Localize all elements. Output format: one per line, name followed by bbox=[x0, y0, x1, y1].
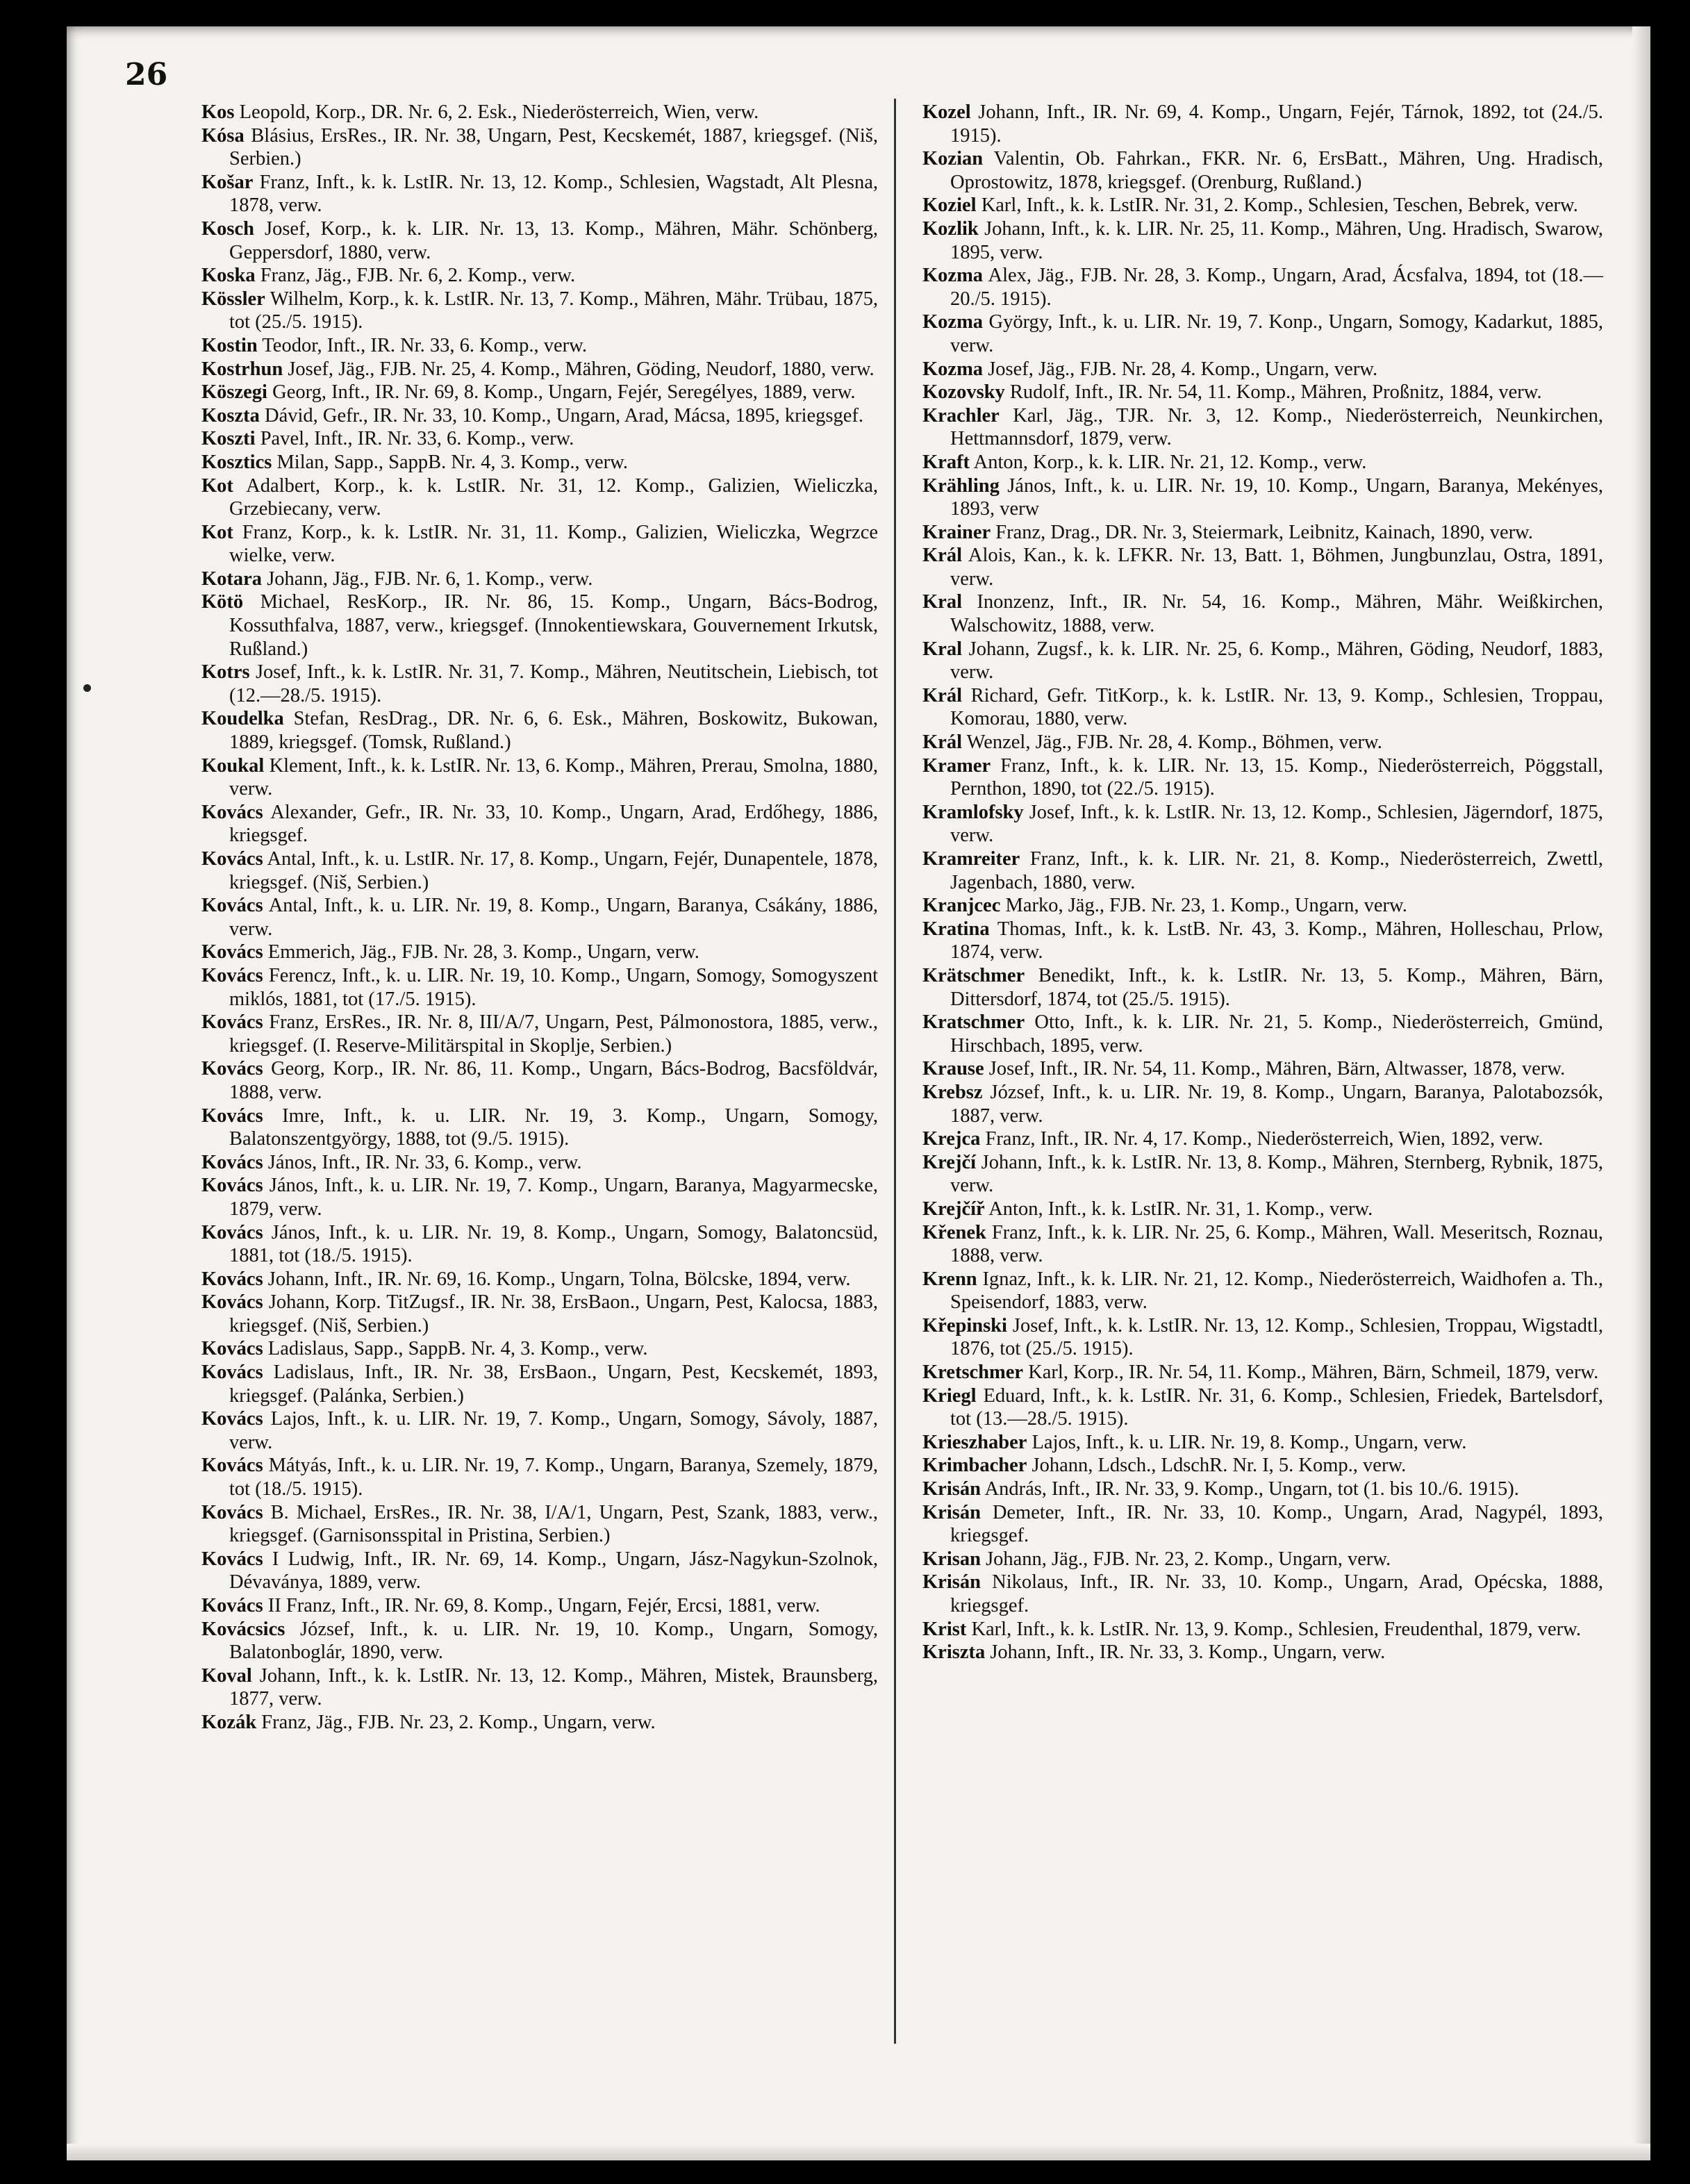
entry-details: Karl, Jäg., TJR. Nr. 3, 12. Komp., Niederösterreich, Neunkirchen, Hettmannsdorf, 1879, verw. bbox=[950, 404, 1603, 450]
entry-details: Thomas, Inft., k. k. LstB. Nr. 43, 3. Komp., Mähren, Holleschau, Prlow, 1874, verw. bbox=[950, 918, 1603, 963]
entry-details: Alexander, Gefr., IR. Nr. 33, 10. Komp., Ungarn, Arad, Erdőhegy, 1886, kriegsgef. bbox=[229, 801, 878, 847]
register-entry bbox=[922, 1268, 1603, 1314]
entry-surname: Kozovsky bbox=[922, 381, 1005, 404]
entry-details: Blásius, ErsRes., IR. Nr. 38, Ungarn, Pest, Kecskemét, 1887, kriegsgef. (Niš, Serbien.) bbox=[229, 124, 878, 170]
entry-surname: Kriegl bbox=[922, 1384, 977, 1407]
register-entry bbox=[922, 1571, 1603, 1617]
entry-details: Johann, Inft., k. k. LstIR. Nr. 13, 8. Komp., Mähren, Sternberg, Rybnik, 1875, verw. bbox=[950, 1151, 1603, 1197]
entry-surname: Kos bbox=[201, 101, 235, 123]
entry-details: Johann, Inft., k. k. LIR. Nr. 25, 11. Komp., Mähren, Ung. Hradisch, Swarow, 1895, verw. bbox=[950, 217, 1603, 263]
entry-surname: Krisán bbox=[922, 1571, 981, 1594]
register-entry bbox=[201, 894, 878, 941]
page-bottom-shadow bbox=[67, 2144, 1650, 2160]
entry-surname: Krainer bbox=[922, 521, 991, 543]
entry-surname: Kovács bbox=[201, 1408, 263, 1430]
entry-details: Johann, Ldsch., LdschR. Nr. I, 5. Komp., verw. bbox=[1027, 1455, 1407, 1477]
entry-details: Franz, ErsRes., IR. Nr. 8, III/A/7, Ungarn, Pest, Pálmonostora, 1885, verw., kriegsgef. (I. Reserve-Militärspital in Skoplje, Serbien.) bbox=[229, 1011, 878, 1057]
entry-surname: Kramer bbox=[922, 754, 991, 777]
entry-surname: Kosztics bbox=[201, 451, 272, 473]
entry-details: János, Inft., k. u. LIR. Nr. 19, 10. Komp., Ungarn, Baranya, Mekényes, 1893, verw bbox=[950, 474, 1603, 520]
entry-details: Josef, Korp., k. k. LIR. Nr. 13, 13. Komp., Mähren, Mähr. Schönberg, Geppersdorf, 1880, verw. bbox=[229, 217, 878, 263]
entry-surname: Kral bbox=[922, 638, 962, 660]
entry-surname: Kranjcec bbox=[922, 895, 1001, 917]
entry-surname: Král bbox=[922, 545, 962, 567]
register-entry bbox=[201, 847, 878, 894]
entry-details: Rudolf, Inft., IR. Nr. 54, 11. Komp., Mähren, Proßnitz, 1884, verw. bbox=[1004, 381, 1542, 404]
entry-surname: Kovács bbox=[201, 1548, 263, 1570]
entry-details: Franz, Korp., k. k. LstIR. Nr. 31, 11. Komp., Galizien, Wieliczka, Wegrzce wielke, verw. bbox=[229, 521, 878, 567]
register-entry bbox=[922, 1431, 1603, 1455]
entry-surname: Kovács bbox=[201, 941, 263, 963]
entry-surname: Kot bbox=[201, 521, 233, 543]
entry-surname: Krisán bbox=[922, 1501, 981, 1523]
entry-details: Josef, Inft., k. k. LstIR. Nr. 13, 12. Komp., Schlesien, Jägerndorf, 1875, verw. bbox=[950, 801, 1603, 847]
register-entry bbox=[922, 521, 1603, 545]
entry-surname: Kratschmer bbox=[922, 1011, 1025, 1034]
entry-surname: Kósa bbox=[201, 124, 245, 147]
entry-details: II Franz, Inft., IR. Nr. 69, 8. Komp., Ungarn, Fejér, Ercsi, 1881, verw. bbox=[263, 1595, 820, 1616]
register-entry bbox=[201, 1711, 878, 1735]
entry-surname: Kozian bbox=[922, 148, 984, 170]
entry-surname: Kozel bbox=[922, 101, 971, 123]
entry-details: Benedikt, Inft., k. k. LstIR. Nr. 13, 5. Komp., Mähren, Bärn, Dittersdorf, 1874, tot (25./5. 1915). bbox=[950, 964, 1603, 1010]
register-entry bbox=[922, 847, 1603, 894]
register-entry bbox=[922, 1081, 1603, 1127]
entry-surname: Krejčíř bbox=[922, 1198, 985, 1220]
register-entry bbox=[922, 1501, 1603, 1548]
entry-surname: Kovács bbox=[201, 1175, 263, 1197]
register-entry bbox=[201, 171, 878, 217]
register-entry bbox=[922, 1151, 1603, 1198]
entry-details: Wenzel, Jäg., FJB. Nr. 28, 4. Komp., Böhmen, verw. bbox=[962, 731, 1382, 754]
entry-details: Josef, Inft., k. k. LstIR. Nr. 13, 12. Komp., Schlesien, Troppau, Wigstadtl, 1876, tot (25./5. 1915). bbox=[950, 1314, 1603, 1360]
register-entry bbox=[922, 194, 1603, 217]
register-entry bbox=[922, 1314, 1603, 1361]
entry-surname: Krenn bbox=[922, 1268, 977, 1290]
entry-surname: Kovács bbox=[201, 1595, 263, 1616]
entry-surname: Koszta bbox=[201, 404, 260, 427]
entry-surname: Kosch bbox=[201, 217, 255, 240]
entry-surname: Krimbacher bbox=[922, 1455, 1027, 1477]
register-entry bbox=[201, 1594, 878, 1618]
entry-surname: Kozma bbox=[922, 265, 984, 287]
entry-details: Milan, Sapp., SappB. Nr. 4, 3. Komp., verw. bbox=[272, 451, 629, 473]
register-entry bbox=[201, 801, 878, 847]
register-entry bbox=[922, 544, 1603, 590]
register-entry bbox=[922, 474, 1603, 521]
entry-surname: Kovács bbox=[201, 1151, 263, 1173]
entry-details: Johann, Inft., IR. Nr. 69, 4. Komp., Ungarn, Fejér, Tárnok, 1892, tot (24./5. 1915). bbox=[950, 101, 1603, 147]
entry-details: Ferencz, Inft., k. u. LIR. Nr. 19, 10. Komp., Ungarn, Somogy, Somogyszent miklós, 1881, tot (17./5. 1915). bbox=[229, 964, 878, 1010]
column-divider bbox=[894, 99, 896, 2044]
entry-details: Emmerich, Jäg., FJB. Nr. 28, 3. Komp., Ungarn, verw. bbox=[263, 941, 699, 963]
entry-details: Nikolaus, Inft., IR. Nr. 33, 10. Komp., Ungarn, Arad, Opécska, 1888, kriegsgef. bbox=[950, 1571, 1603, 1616]
entry-details: Anton, Korp., k. k. LIR. Nr. 21, 12. Komp., verw. bbox=[970, 451, 1367, 473]
register-entry bbox=[201, 474, 878, 521]
entry-surname: Kral bbox=[922, 591, 962, 613]
entry-surname: Kozma bbox=[922, 358, 984, 380]
entry-details: Karl, Korp., IR. Nr. 54, 11. Komp., Mähren, Bärn, Schmeil, 1879, verw. bbox=[1023, 1362, 1599, 1384]
entry-surname: Koudelka bbox=[201, 708, 284, 730]
entry-details: Mátyás, Inft., k. u. LIR. Nr. 19, 7. Komp., Ungarn, Baranya, Szemely, 1879, tot (18./5. 1915). bbox=[229, 1455, 878, 1500]
register-entry bbox=[201, 754, 878, 801]
register-entry bbox=[201, 1011, 878, 1057]
entry-surname: Kötö bbox=[201, 591, 244, 613]
register-entry bbox=[201, 288, 878, 334]
entry-surname: Kovács bbox=[201, 964, 263, 986]
entry-surname: Krähling bbox=[922, 474, 1000, 497]
entry-surname: Král bbox=[922, 684, 962, 706]
entry-details: Dávid, Gefr., IR. Nr. 33, 10. Komp., Ungarn, Arad, Mácsa, 1895, kriegsgef. bbox=[259, 404, 863, 427]
register-entry bbox=[922, 147, 1603, 194]
register-entry bbox=[922, 918, 1603, 964]
register-entry bbox=[201, 941, 878, 964]
entry-details: Richard, Gefr. TitKorp., k. k. LstIR. Nr. 13, 9. Komp., Schlesien, Troppau, Komorau, 1880, verw. bbox=[950, 684, 1603, 730]
register-entry bbox=[922, 404, 1603, 451]
register-entry bbox=[201, 1407, 878, 1454]
entry-details: Michael, ResKorp., IR. Nr. 86, 15. Komp., Ungarn, Bács-Bodrog, Kossuthfalva, 1887, verw., kriegsgef. (Innokentiewskara, Gouvernement Irkutsk, Rußland.) bbox=[229, 591, 878, 660]
register-entry bbox=[922, 894, 1603, 918]
entry-details: Johann, Jäg., FJB. Nr. 6, 1. Komp., verw. bbox=[262, 568, 593, 590]
entry-surname: Kozlik bbox=[922, 217, 979, 240]
entry-surname: Krebsz bbox=[922, 1081, 983, 1103]
entry-surname: Košar bbox=[201, 171, 254, 193]
register-entry bbox=[201, 590, 878, 661]
page-number: 26 bbox=[125, 57, 168, 92]
register-entry bbox=[201, 1291, 878, 1337]
register-entry bbox=[922, 590, 1603, 637]
entry-details: József, Inft., k. u. LIR. Nr. 19, 8. Komp., Ungarn, Baranya, Palotabozsók, 1887, verw. bbox=[950, 1081, 1603, 1127]
register-entry bbox=[922, 1057, 1603, 1081]
entry-details: Eduard, Inft., k. k. LstIR. Nr. 31, 6. Komp., Schlesien, Friedek, Bartelsdorf, tot (13.—28./5. 1915). bbox=[950, 1384, 1603, 1430]
entry-surname: Kovács bbox=[201, 848, 263, 870]
register-entry bbox=[201, 1664, 878, 1711]
register-entry bbox=[922, 311, 1603, 357]
entry-details: Pavel, Inft., IR. Nr. 33, 6. Komp., verw. bbox=[255, 428, 574, 450]
entry-details: Josef, Jäg., FJB. Nr. 28, 4. Komp., Ungarn, verw. bbox=[983, 358, 1378, 380]
entry-details: Wilhelm, Korp., k. k. LstIR. Nr. 13, 7. Komp., Mähren, Mähr. Trübau, 1875, tot (25./5. 1915). bbox=[229, 288, 878, 333]
entry-details: Lajos, Inft., k. u. LIR. Nr. 19, 7. Komp., Ungarn, Somogy, Sávoly, 1887, verw. bbox=[229, 1408, 878, 1453]
entry-surname: Kotrs bbox=[201, 661, 250, 684]
entry-surname: Kovács bbox=[201, 1362, 263, 1384]
entry-surname: Kovács bbox=[201, 1291, 263, 1314]
entry-details: Stefan, ResDrag., DR. Nr. 6, 6. Esk., Mähren, Boskowitz, Bukowan, 1889, kriegsgef. (Tomsk, Rußland.) bbox=[229, 708, 878, 754]
register-entry bbox=[922, 801, 1603, 847]
register-entry bbox=[922, 217, 1603, 264]
entry-surname: Kozák bbox=[201, 1711, 257, 1733]
entry-surname: Křenek bbox=[922, 1221, 986, 1243]
entry-surname: Krieszhaber bbox=[922, 1431, 1027, 1453]
entry-details: Antal, Inft., k. u. LstIR. Nr. 17, 8. Komp., Ungarn, Fejér, Dunapentele, 1878, kriegsgef. (Niš, Serbien.) bbox=[229, 848, 878, 893]
entry-details: Franz, Inft., k. k. LIR. Nr. 25, 6. Komp., Mähren, Wall. Meseritsch, Roznau, 1888, verw. bbox=[950, 1221, 1603, 1267]
entry-details: Anton, Inft., k. k. LstIR. Nr. 31, 1. Komp., verw. bbox=[984, 1198, 1373, 1220]
entry-details: János, Inft., IR. Nr. 33, 6. Komp., verw. bbox=[263, 1151, 582, 1173]
entry-details: B. Michael, ErsRes., IR. Nr. 38, I/A/1, Ungarn, Pest, Szank, 1883, verw., kriegsgef. (Garnisonsspital in Pristina, Serbien.) bbox=[229, 1501, 878, 1547]
entry-details: János, Inft., k. u. LIR. Nr. 19, 7. Komp., Ungarn, Baranya, Magyarmecske, 1879, verw. bbox=[229, 1175, 878, 1220]
entry-details: Ladislaus, Sapp., SappB. Nr. 4, 3. Komp., verw. bbox=[263, 1338, 648, 1360]
register-entry bbox=[201, 217, 878, 264]
register-entry bbox=[201, 404, 878, 428]
register-entry bbox=[201, 381, 878, 404]
entry-surname: Kozma bbox=[922, 311, 984, 333]
register-entry bbox=[922, 1198, 1603, 1221]
register-entry bbox=[201, 568, 878, 591]
register-entry bbox=[922, 451, 1603, 474]
entry-details: Adalbert, Korp., k. k. LstIR. Nr. 31, 12. Komp., Galizien, Wieliczka, Grzebiecany, verw. bbox=[229, 474, 878, 520]
entry-details: Demeter, Inft., IR. Nr. 33, 10. Komp., Ungarn, Arad, Nagypél, 1893, kriegsgef. bbox=[950, 1501, 1603, 1547]
scan-speck bbox=[83, 684, 91, 692]
entry-details: György, Inft., k. u. LIR. Nr. 19, 7. Konp., Ungarn, Somogy, Kadarkut, 1885, verw. bbox=[950, 311, 1603, 356]
register-entry bbox=[201, 1105, 878, 1151]
entry-surname: Köszegi bbox=[201, 381, 267, 404]
entry-surname: Krisán bbox=[922, 1478, 981, 1500]
register-entry bbox=[922, 1127, 1603, 1151]
entry-surname: Kovács bbox=[201, 1011, 263, 1034]
register-entry bbox=[922, 1011, 1603, 1057]
register-entry bbox=[922, 684, 1603, 731]
entry-details: Franz, Jäg., FJB. Nr. 23, 2. Komp., Ungarn, verw. bbox=[256, 1711, 656, 1733]
register-entry bbox=[201, 1174, 878, 1221]
entry-surname: Krist bbox=[922, 1618, 967, 1640]
entry-details: Johann, Zugsf., k. k. LIR. Nr. 25, 6. Komp., Mähren, Göding, Neudorf, 1883, verw. bbox=[950, 638, 1603, 684]
register-entry bbox=[922, 754, 1603, 801]
entry-details: Imre, Inft., k. u. LIR. Nr. 19, 3. Komp., Ungarn, Somogy, Balatonszentgyörgy, 1888, tot (9./5. 1915). bbox=[229, 1105, 878, 1150]
register-entry bbox=[922, 1384, 1603, 1431]
register-entry bbox=[922, 1361, 1603, 1384]
entry-surname: Kratina bbox=[922, 918, 990, 940]
entry-surname: Kovács bbox=[201, 1221, 263, 1243]
entry-surname: Krejčí bbox=[922, 1151, 977, 1173]
entry-surname: Kot bbox=[201, 474, 233, 497]
register-entry bbox=[922, 264, 1603, 311]
entry-details: Klement, Inft., k. k. LstIR. Nr. 13, 6. Komp., Mähren, Prerau, Smolna, 1880, verw. bbox=[229, 754, 878, 800]
entry-surname: Krachler bbox=[922, 404, 1000, 427]
entry-details: Franz, Inft., k. k. LstIR. Nr. 13, 12. Komp., Schlesien, Wagstadt, Alt Plesna, 1878, verw. bbox=[229, 171, 878, 217]
register-entry bbox=[201, 1151, 878, 1175]
entry-surname: Křepinski bbox=[922, 1314, 1007, 1337]
left-column bbox=[201, 101, 878, 1735]
register-entry bbox=[201, 964, 878, 1011]
entry-surname: Kovácsics bbox=[201, 1618, 285, 1640]
register-entry bbox=[922, 731, 1603, 754]
register-entry bbox=[201, 1361, 878, 1407]
entry-surname: Kotara bbox=[201, 568, 263, 590]
entry-surname: Krätschmer bbox=[922, 964, 1025, 986]
entry-details: Georg, Korp., IR. Nr. 86, 11. Komp., Ungarn, Bács-Bodrog, Bacsföldvár, 1888, verw. bbox=[229, 1058, 878, 1103]
page-edge-shadow bbox=[1632, 26, 1650, 2160]
entry-details: Alex, Jäg., FJB. Nr. 28, 3. Komp., Ungarn, Arad, Ácsfalva, 1894, tot (18.—20./5. 1915). bbox=[950, 265, 1603, 310]
entry-details: János, Inft., k. u. LIR. Nr. 19, 8. Komp., Ungarn, Somogy, Balatoncsüd, 1881, tot (18./5. 1915). bbox=[229, 1221, 878, 1267]
entry-details: Franz, Inft., k. k. LIR. Nr. 21, 8. Komp., Niederösterreich, Zwettl, Jagenbach, 1880, verw. bbox=[950, 848, 1603, 893]
entry-details: Karl, Inft., k. k. LstIR. Nr. 13, 9. Komp., Schlesien, Freudenthal, 1879, verw. bbox=[966, 1618, 1582, 1640]
entry-details: Otto, Inft., k. k. LIR. Nr. 21, 5. Komp., Niederösterreich, Gmünd, Hirschbach, 1895, verw. bbox=[950, 1011, 1603, 1057]
entry-details: Ignaz, Inft., k. k. LIR. Nr. 21, 12. Komp., Niederösterreich, Waidhofen a. Th., Speisendorf, 1883, verw. bbox=[950, 1268, 1603, 1314]
register-entry bbox=[201, 101, 878, 124]
entry-surname: Koszti bbox=[201, 428, 256, 450]
register-entry bbox=[201, 521, 878, 568]
register-entry bbox=[922, 1641, 1603, 1664]
register-entry bbox=[201, 124, 878, 171]
entry-details: Antal, Inft., k. u. LIR. Nr. 19, 8. Komp., Ungarn, Baranya, Csákány, 1886, verw. bbox=[229, 895, 878, 940]
entry-surname: Koska bbox=[201, 265, 256, 287]
entry-details: Karl, Inft., k. k. LstIR. Nr. 31, 2. Komp., Schlesien, Teschen, Bebrek, verw. bbox=[976, 195, 1578, 217]
entry-surname: Kovács bbox=[201, 1501, 263, 1523]
register-entry bbox=[201, 661, 878, 707]
entry-details: Franz, Jäg., FJB. Nr. 6, 2. Komp., verw. bbox=[255, 265, 576, 287]
entry-surname: Kovács bbox=[201, 895, 263, 917]
entry-surname: Kostrhun bbox=[201, 358, 283, 380]
entry-details: Johann, Inft., k. k. LstIR. Nr. 13, 12. Komp., Mähren, Mistek, Braunsberg, 1877, verw. bbox=[229, 1664, 878, 1710]
entry-surname: Kostin bbox=[201, 334, 258, 356]
entry-details: Leopold, Korp., DR. Nr. 6, 2. Esk., Niederösterreich, Wien, verw. bbox=[234, 101, 759, 123]
entry-surname: Kössler bbox=[201, 288, 265, 310]
entry-surname: Kovács bbox=[201, 1105, 263, 1127]
entry-surname: Krejca bbox=[922, 1128, 981, 1150]
entry-surname: Kovács bbox=[201, 1058, 263, 1080]
register-entry bbox=[922, 101, 1603, 147]
entry-details: András, Inft., IR. Nr. 33, 9. Komp., Ungarn, tot (1. bis 10./6. 1915). bbox=[980, 1478, 1519, 1500]
register-entry bbox=[922, 358, 1603, 381]
entry-details: Josef, Jäg., FJB. Nr. 25, 4. Komp., Mähren, Göding, Neudorf, 1880, verw. bbox=[283, 358, 875, 380]
entry-details: Georg, Inft., IR. Nr. 69, 8. Komp., Ungarn, Fejér, Seregélyes, 1889, verw. bbox=[267, 381, 856, 404]
register-entry bbox=[201, 264, 878, 288]
entry-surname: Koziel bbox=[922, 195, 977, 217]
entry-details: Josef, Inft., IR. Nr. 54, 11. Komp., Mähren, Bärn, Altwasser, 1878, verw. bbox=[984, 1058, 1566, 1080]
register-entry bbox=[201, 1618, 878, 1664]
entry-details: Teodor, Inft., IR. Nr. 33, 6. Komp., verw. bbox=[257, 334, 587, 356]
entry-surname: Kovács bbox=[201, 1455, 263, 1477]
register-entry bbox=[201, 707, 878, 754]
entry-surname: Krause bbox=[922, 1058, 984, 1080]
entry-surname: Kovács bbox=[201, 801, 263, 823]
register-entry bbox=[922, 1548, 1603, 1571]
register-entry bbox=[922, 1454, 1603, 1478]
entry-details: Lajos, Inft., k. u. LIR. Nr. 19, 8. Komp., Ungarn, verw. bbox=[1027, 1431, 1467, 1453]
entry-surname: Kramreiter bbox=[922, 848, 1020, 870]
entry-surname: Koval bbox=[201, 1664, 252, 1687]
register-entry bbox=[922, 1618, 1603, 1641]
register-entry bbox=[201, 1057, 878, 1104]
register-entry bbox=[201, 451, 878, 474]
register-entry bbox=[922, 964, 1603, 1011]
register-entry bbox=[201, 1337, 878, 1361]
register-entry bbox=[922, 381, 1603, 404]
entry-details: Franz, Inft., k. k. LIR. Nr. 13, 15. Komp., Niederösterreich, Pöggstall, Pernthon, 1890, tot (22./5. 1915). bbox=[950, 754, 1603, 800]
entry-details: József, Inft., k. u. LIR. Nr. 19, 10. Komp., Ungarn, Somogy, Balatonboglár, 1890, verw. bbox=[229, 1618, 878, 1664]
register-entry bbox=[201, 1548, 878, 1594]
entry-details: Franz, Drag., DR. Nr. 3, Steiermark, Leibnitz, Kainach, 1890, verw. bbox=[991, 521, 1534, 543]
entry-surname: Koukal bbox=[201, 754, 265, 777]
entry-details: I Ludwig, Inft., IR. Nr. 69, 14. Komp., Ungarn, Jász-Nagykun-Szolnok, Dévaványa, 1889, verw. bbox=[229, 1548, 878, 1594]
register-entry bbox=[201, 1221, 878, 1268]
entry-details: Ladislaus, Inft., IR. Nr. 38, ErsBaon., Ungarn, Pest, Kecskemét, 1893, kriegsgef. (Palánka, Serbien.) bbox=[229, 1362, 878, 1407]
entry-details: Valentin, Ob. Fahrkan., FKR. Nr. 6, ErsBatt., Mähren, Ung. Hradisch, Oprostowitz, 1878, kriegsgef. (Orenburg, Rußland.) bbox=[950, 148, 1603, 193]
entry-surname: Kriszta bbox=[922, 1641, 986, 1664]
entry-surname: Kovács bbox=[201, 1338, 263, 1360]
entry-details: Marko, Jäg., FJB. Nr. 23, 1. Komp., Ungarn, verw. bbox=[1000, 895, 1407, 917]
entry-details: Johann, Jäg., FJB. Nr. 23, 2. Komp., Ungarn, verw. bbox=[980, 1548, 1391, 1570]
entry-surname: Kovács bbox=[201, 1268, 263, 1290]
register-entry bbox=[201, 334, 878, 358]
entry-details: Johann, Inft., IR. Nr. 33, 3. Komp., Ungarn, verw. bbox=[985, 1641, 1386, 1664]
register-entry bbox=[922, 638, 1603, 684]
register-entry bbox=[201, 1501, 878, 1548]
register-entry bbox=[922, 1221, 1603, 1268]
entry-surname: Kretschmer bbox=[922, 1362, 1024, 1384]
register-entry bbox=[201, 358, 878, 381]
entry-surname: Krisan bbox=[922, 1548, 981, 1570]
register-entry bbox=[201, 1454, 878, 1500]
entry-details: Johann, Inft., IR. Nr. 69, 16. Komp., Ungarn, Tolna, Bölcske, 1894, verw. bbox=[263, 1268, 851, 1290]
entry-details: Franz, Inft., IR. Nr. 4, 17. Komp., Niederösterreich, Wien, 1892, verw. bbox=[980, 1128, 1543, 1150]
register-entry bbox=[201, 1268, 878, 1291]
register-entry bbox=[201, 427, 878, 451]
entry-surname: Kramlofsky bbox=[922, 801, 1024, 823]
entry-surname: Kraft bbox=[922, 451, 970, 473]
entry-details: Josef, Inft., k. k. LstIR. Nr. 31, 7. Komp., Mähren, Neutitschein, Liebisch, tot (12.—28./5. 1915). bbox=[229, 661, 878, 706]
entry-details: Johann, Korp. TitZugsf., IR. Nr. 38, ErsBaon., Ungarn, Pest, Kalocsa, 1883, kriegsgef. (Niš, Serbien.) bbox=[229, 1291, 878, 1337]
register-entry bbox=[922, 1478, 1603, 1501]
entry-surname: Král bbox=[922, 731, 962, 754]
entry-details: Inonzenz, Inft., IR. Nr. 54, 16. Komp., Mähren, Mähr. Weißkirchen, Walschowitz, 1888, verw. bbox=[950, 591, 1603, 637]
right-column bbox=[922, 101, 1603, 1664]
entry-details: Alois, Kan., k. k. LFKR. Nr. 13, Batt. 1, Böhmen, Jungbunzlau, Ostra, 1891, verw. bbox=[950, 545, 1603, 590]
